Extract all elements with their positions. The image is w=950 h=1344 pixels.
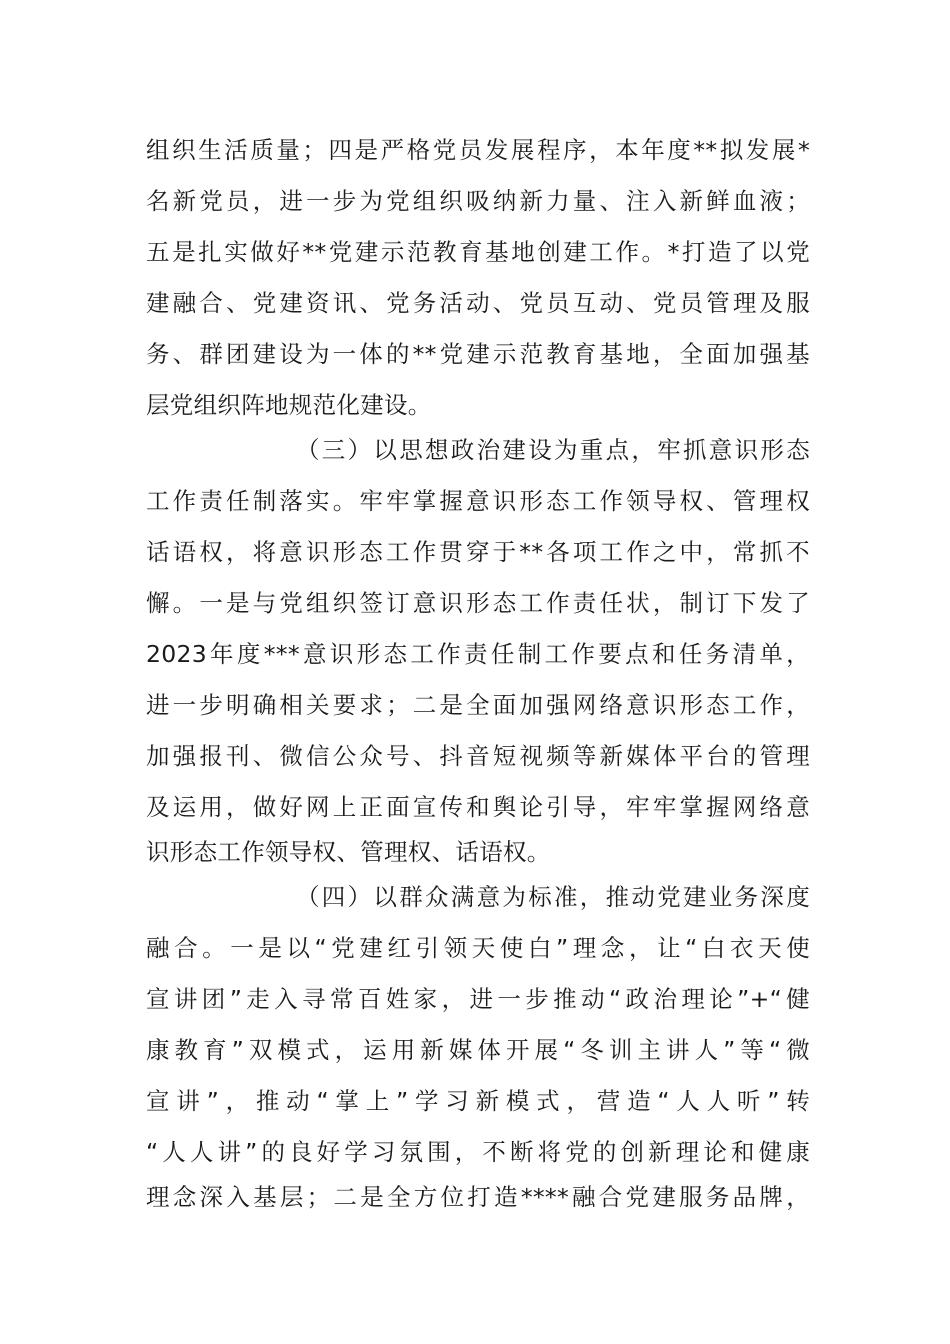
text-line: 加强报刊、微信公众号、抖音短视频等新媒体平台的管理 xyxy=(146,742,810,770)
text-line: 五是扎实做好**党建示范教育基地创建工作。*打造了以党 xyxy=(146,238,810,266)
text-line: 建融合、党建资讯、党务活动、党员互动、党员管理及服 xyxy=(146,289,810,317)
text-line: 及运用，做好网上正面宣传和舆论引导，牢牢掌握网络意 xyxy=(146,793,810,821)
text-line: 进一步明确相关要求；二是全面加强网络意识形态工作， xyxy=(146,691,810,719)
text-line: 务、群团建设为一体的**党建示范教育基地，全面加强基 xyxy=(146,340,810,368)
text-line: 融合。一是以“党建红引领天使白”理念，让“白衣天使 xyxy=(146,934,810,962)
text-line: 组织生活质量；四是严格党员发展程序，本年度**拟发展* xyxy=(146,136,810,164)
text-line: 工作责任制落实。牢牢掌握意识形态工作领导权、管理权 xyxy=(146,487,810,515)
text-line: 话语权，将意识形态工作贯穿于**各项工作之中，常抓不 xyxy=(146,538,810,566)
section-heading-4: （四）以群众满意为标准，推动党建业务深度 xyxy=(296,883,810,911)
text-line: 宣讲”，推动“掌上”学习新模式，营造“人人听”转 xyxy=(146,1087,810,1115)
text-line: “人人讲”的良好学习氛围，不断将党的创新理论和健康 xyxy=(146,1138,810,1166)
text-line: 2023年度***意识形态工作责任制工作要点和任务清单， xyxy=(146,640,810,668)
text-line: 康教育”双模式，运用新媒体开展“冬训主讲人”等“微 xyxy=(146,1036,810,1064)
text-line: 理念深入基层；二是全方位打造****融合党建服务品牌， xyxy=(146,1183,810,1211)
text-line: 宣讲团”走入寻常百姓家，进一步推动“政治理论”+“健 xyxy=(146,985,810,1013)
text-line: 懈。一是与党组织签订意识形态工作责任状，制订下发了 xyxy=(146,589,810,617)
text-line: 名新党员，进一步为党组织吸纳新力量、注入新鲜血液； xyxy=(146,187,810,215)
text-line: 识形态工作领导权、管理权、话语权。 xyxy=(146,838,551,866)
text-line: 层党组织阵地规范化建设。 xyxy=(146,391,432,419)
section-heading-3: （三）以思想政治建设为重点，牢抓意识形态 xyxy=(296,436,810,464)
